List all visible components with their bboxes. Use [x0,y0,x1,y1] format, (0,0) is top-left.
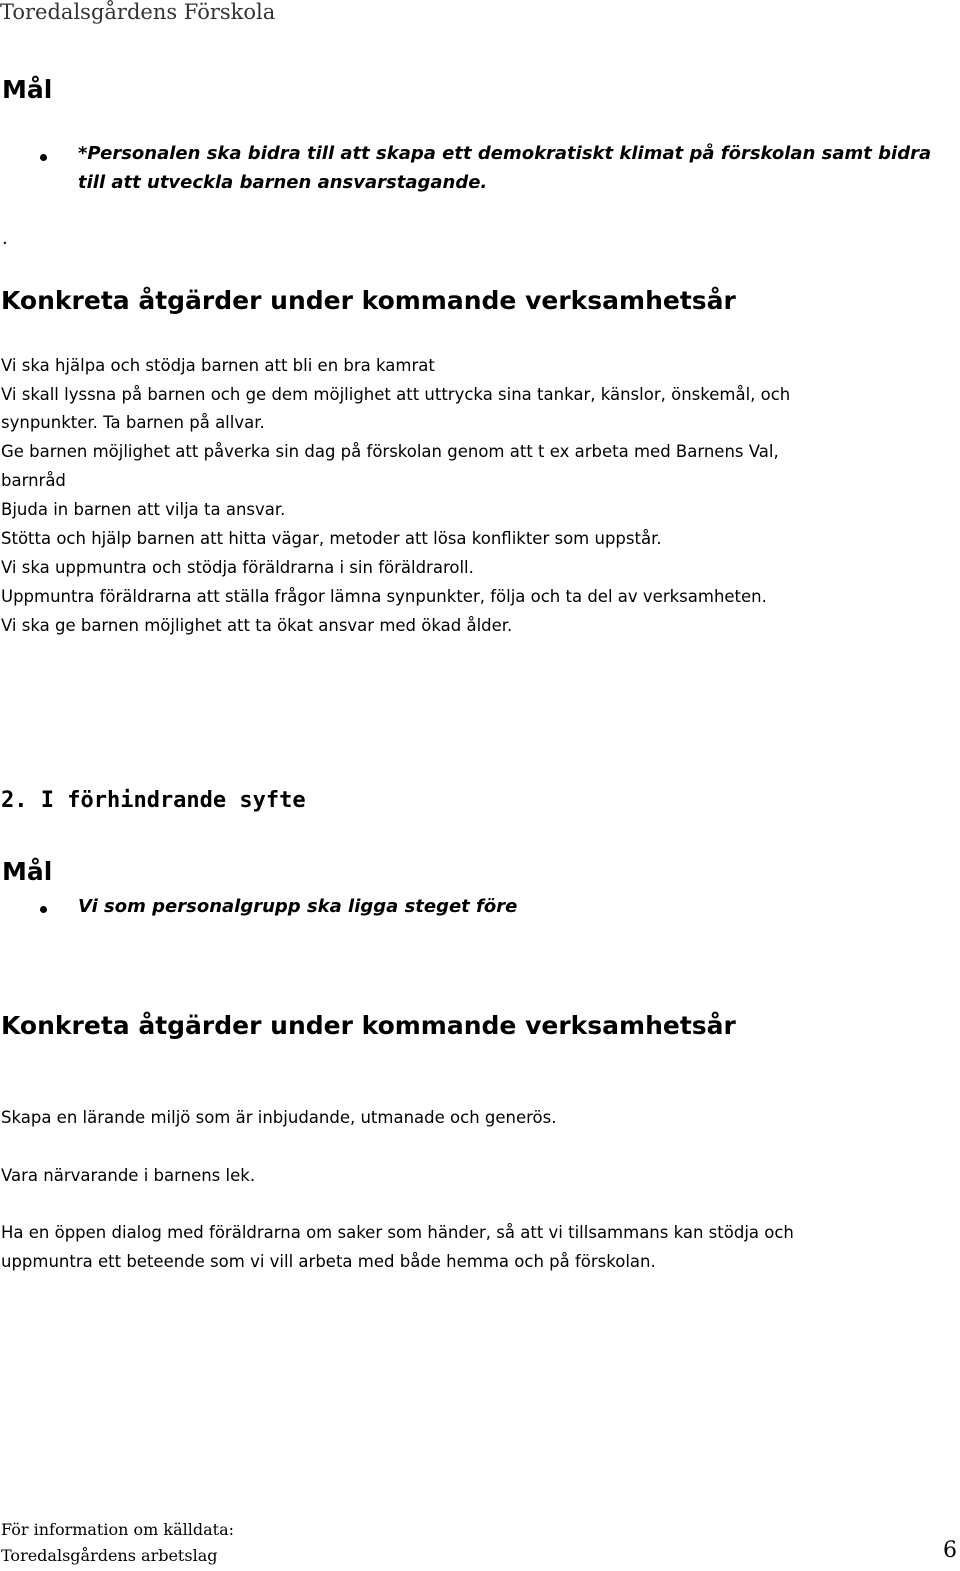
goal-heading: Mål [2,857,53,886]
action-line: Vi ska uppmuntra och stödja föräldrarna i sin föräldraroll. [1,558,474,577]
stray-period: . [2,228,8,249]
action-line: Vi ska ge barnen möjlighet att ta ökat ansvar med ökad ålder. [1,616,513,635]
paragraph: Vara närvarande i barnens lek. [1,1166,256,1185]
goal-bullet-line-2: till att utveckla barnen ansvarstagande. [78,172,488,193]
action-line: Bjuda in barnen att vilja ta ansvar. [1,500,286,519]
section-title: 2. I förhindrande syfte [1,788,306,813]
actions-heading: Konkreta åtgärder under kommande verksamhetsår [1,286,736,315]
action-line: Vi skall lyssna på barnen och ge dem möjlighet att uttrycka sina tankar, känslor, önskemål, och [1,385,791,404]
action-line: Vi ska hjälpa och stödja barnen att bli en bra kamrat [1,356,435,375]
page-number: 6 [943,1538,957,1563]
footer-source-label: För information om källdata: [1,1520,234,1539]
bullet-icon [40,154,47,161]
goal-bullet-line-1: *Personalen ska bidra till att skapa ett demokratiskt klimat på förskolan samt bidra [78,143,932,164]
paragraph: uppmuntra ett beteende som vi vill arbeta med både hemma och på förskolan. [1,1252,656,1271]
paragraph: Skapa en lärande miljö som är inbjudande, utmanade och generös. [1,1108,557,1127]
bullet-icon [40,906,47,913]
action-line: synpunkter. Ta barnen på allvar. [1,413,265,432]
action-line: barnråd [1,471,66,490]
paragraph: Ha en öppen dialog med föräldrarna om saker som händer, så att vi tillsammans kan stödja och [1,1223,794,1242]
document-header: Toredalsgårdens Förskola [0,0,276,24]
goal-heading: Mål [2,75,53,104]
goal-bullet: Vi som personalgrupp ska ligga steget före [78,896,518,917]
actions-heading: Konkreta åtgärder under kommande verksamhetsår [1,1011,736,1040]
action-line: Ge barnen möjlighet att påverka sin dag på förskolan genom att t ex arbeta med Barnens Val, [1,442,779,461]
action-line: Uppmuntra föräldrarna att ställa frågor lämna synpunkter, följa och ta del av verksamheten. [1,587,767,606]
action-line: Stötta och hjälp barnen att hitta vägar, metoder att lösa konflikter som uppstår. [1,529,662,548]
footer-source-name: Toredalsgårdens arbetslag [1,1546,218,1565]
